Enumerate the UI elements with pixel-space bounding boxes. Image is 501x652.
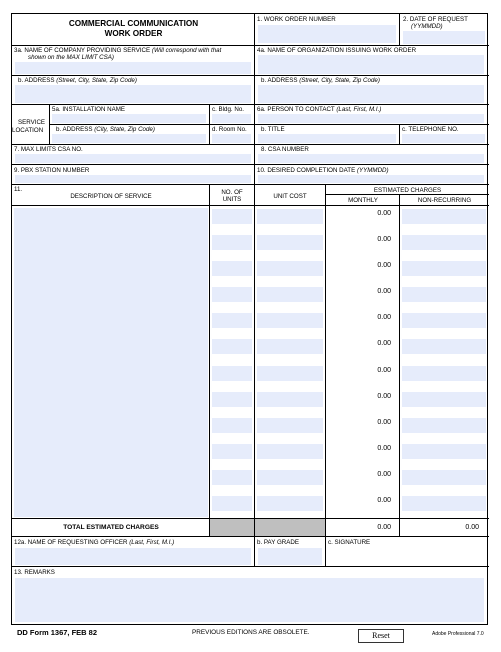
monthly-value[interactable]: 0.00 [377, 314, 391, 322]
bldg-no-cell [210, 105, 255, 125]
date-of-request-format: (YYMMDD) [411, 23, 443, 30]
remarks-label: 13. REMARKS [14, 569, 55, 576]
form-id: DD Form 1367, FEB 82 [17, 628, 98, 637]
completion-date-note: (YYMMDD) [356, 167, 389, 174]
unit-cost-field[interactable] [257, 209, 323, 224]
unit-cost-field[interactable] [257, 392, 323, 407]
monthly-value[interactable]: 0.00 [377, 470, 391, 478]
max-limits-cell [12, 145, 255, 165]
company-name-note: (Will correspond with that [151, 47, 222, 54]
completion-date-label [257, 167, 389, 174]
non-recurring-field[interactable] [402, 496, 486, 511]
col-unit-cost-header [255, 185, 326, 206]
total-monthly-value[interactable]: 0.00 [377, 524, 391, 531]
total-units-cell [210, 519, 255, 537]
company-name-label-text: 3a. NAME OF COMPANY PROVIDING SERVICE [14, 47, 151, 54]
non-recurring-field[interactable] [402, 235, 486, 250]
completion-date-label-text: 10. DESIRED COMPLETION DATE [257, 167, 356, 174]
installation-name-field[interactable] [52, 114, 206, 123]
company-name-field[interactable] [15, 62, 251, 74]
organization-address-cell [255, 76, 489, 105]
unit-cost-field[interactable] [257, 287, 323, 302]
person-to-contact-cell [255, 105, 489, 125]
pay-grade-label: b. PAY GRADE [257, 539, 299, 546]
room-no-field[interactable] [212, 134, 251, 143]
total-unit-cost-cell [255, 519, 326, 537]
unit-cost-field[interactable] [257, 235, 323, 250]
non-recurring-field[interactable] [402, 209, 486, 224]
work-order-number-label: 1. WORK ORDER NUMBER [257, 16, 336, 23]
room-no-cell [210, 125, 255, 145]
installation-name-cell [50, 105, 210, 125]
work-order-form [11, 13, 488, 625]
obsolete-notice: PREVIOUS EDITIONS ARE OBSOLETE. [192, 629, 310, 636]
monthly-value[interactable]: 0.00 [377, 210, 391, 217]
remarks-cell [12, 567, 489, 625]
organization-address-field[interactable] [258, 85, 484, 103]
pbx-cell [12, 165, 255, 185]
date-of-request-field[interactable] [403, 31, 485, 44]
units-field[interactable] [212, 444, 252, 459]
units-field[interactable] [212, 235, 252, 250]
requesting-officer-label [14, 539, 174, 546]
company-name-label [14, 47, 221, 54]
telephone-field[interactable] [402, 134, 485, 143]
unit-cost-field[interactable] [257, 496, 323, 511]
units-field[interactable] [212, 470, 252, 485]
non-recurring-field[interactable] [402, 444, 486, 459]
monthly-value[interactable]: 0.00 [377, 340, 391, 348]
service-label: SERVICE [18, 119, 46, 126]
description-header: DESCRIPTION OF SERVICE [70, 193, 152, 200]
organization-name-label: 4a. NAME OF ORGANIZATION ISSUING WORK ORDER [257, 47, 417, 54]
work-order-number-field[interactable] [258, 25, 396, 43]
person-to-contact-label [257, 106, 381, 113]
units-field[interactable] [212, 392, 252, 407]
signature-cell [326, 537, 489, 567]
installation-address-cell [50, 125, 210, 145]
company-address-label-text: b. ADDRESS [18, 77, 55, 84]
non-recurring-field[interactable] [402, 418, 486, 433]
non-recurring-field[interactable] [402, 261, 486, 276]
units-header-line1: NO. OF [221, 189, 243, 196]
contact-title-field[interactable] [258, 134, 396, 143]
person-to-contact-field[interactable] [258, 114, 484, 123]
pay-grade-cell [255, 537, 326, 567]
installation-address-label-text: b. ADDRESS [56, 126, 93, 133]
monthly-value[interactable]: 0.00 [377, 392, 391, 400]
unit-cost-field[interactable] [257, 418, 323, 433]
company-address-label [18, 77, 137, 84]
person-to-contact-note: (Last, First, M.I.) [336, 106, 382, 113]
total-nonrec-value[interactable]: 0.00 [465, 524, 479, 531]
monthly-value[interactable]: 0.00 [377, 236, 391, 244]
bldg-no-label: c. Bldg. No. [212, 106, 244, 113]
installation-address-label [56, 126, 155, 133]
signature-label: c. SIGNATURE [328, 539, 371, 546]
col-units-header [210, 185, 255, 206]
person-to-contact-label-text: 6a. PERSON TO CONTACT [257, 106, 335, 113]
work-order-number-cell [255, 14, 400, 46]
pay-grade-field[interactable] [258, 548, 322, 565]
requesting-officer-note: (Last, First, M.I.) [129, 539, 175, 546]
max-limits-label: 7. MAX LIMITS CSA NO. [14, 146, 83, 153]
reset-button[interactable]: Reset [358, 629, 404, 643]
units-field[interactable] [212, 496, 252, 511]
total-label-cell [12, 519, 210, 537]
contact-title-cell [255, 125, 400, 145]
non-recurring-field[interactable] [402, 339, 486, 354]
company-address-cell [12, 76, 255, 105]
unit-cost-field[interactable] [257, 313, 323, 328]
requesting-officer-field[interactable] [15, 548, 251, 565]
pbx-field[interactable] [15, 175, 251, 183]
pbx-label: 9. PBX STATION NUMBER [14, 167, 90, 174]
monthly-value[interactable]: 0.00 [377, 496, 391, 504]
company-address-field[interactable] [15, 85, 251, 103]
non-recurring-field[interactable] [402, 313, 486, 328]
unit-cost-field[interactable] [257, 470, 323, 485]
units-header-line2: UNITS [222, 196, 242, 203]
location-label: LOCATION [12, 127, 44, 134]
unit-cost-header: UNIT COST [273, 193, 307, 200]
room-no-label: d. Room No. [212, 126, 247, 133]
col-desc-header [12, 185, 210, 206]
service-location-label-cell [12, 105, 50, 145]
csa-number-field[interactable] [258, 154, 484, 163]
remarks-field[interactable] [15, 578, 484, 622]
company-name-cell [12, 46, 255, 76]
max-limits-field[interactable] [15, 154, 251, 163]
unit-cost-field[interactable] [257, 261, 323, 276]
units-field[interactable] [212, 209, 252, 224]
adobe-note: Adobe Professional 7.0 [432, 631, 484, 637]
units-field[interactable] [212, 313, 252, 328]
csa-number-label: 8. CSA NUMBER [261, 146, 309, 153]
form-title-line2: WORK ORDER [104, 29, 163, 38]
bldg-no-field[interactable] [212, 114, 251, 123]
total-nonrec-cell [400, 519, 489, 537]
title-cell [12, 14, 255, 46]
installation-address-note: (City, State, Zip Code) [94, 126, 155, 133]
nonrec-header-cell [400, 195, 489, 206]
completion-date-cell [255, 165, 489, 185]
date-of-request-label: 2. DATE OF REQUEST [403, 16, 468, 23]
unit-cost-field[interactable] [257, 444, 323, 459]
unit-cost-field[interactable] [257, 366, 323, 381]
telephone-label: c. TELEPHONE NO. [402, 126, 459, 133]
company-address-note: (Street, City, State, Zip Code) [56, 77, 137, 84]
description-column [12, 206, 210, 519]
non-recurring-field[interactable] [402, 366, 486, 381]
contact-title-label: b. TITLE [261, 126, 285, 133]
units-field[interactable] [212, 287, 252, 302]
csa-number-cell [255, 145, 489, 165]
organization-name-field[interactable] [258, 55, 484, 74]
units-field[interactable] [212, 339, 252, 354]
unit-cost-field[interactable] [257, 339, 323, 354]
form-title [12, 19, 255, 39]
total-label: TOTAL ESTIMATED CHARGES [63, 524, 159, 531]
total-monthly-cell [326, 519, 400, 537]
date-of-request-cell [400, 14, 489, 46]
monthly-value[interactable]: 0.00 [377, 418, 391, 426]
monthly-value[interactable]: 0.00 [377, 366, 391, 374]
total-unit-cost-shaded [255, 519, 325, 536]
non-recurring-field[interactable] [402, 392, 486, 407]
telephone-cell [400, 125, 489, 145]
requesting-officer-cell [12, 537, 255, 567]
monthly-value[interactable]: 0.00 [377, 444, 391, 452]
non-recurring-field[interactable] [402, 470, 486, 485]
organization-name-cell [255, 46, 489, 76]
installation-address-field[interactable] [52, 134, 206, 143]
description-field[interactable] [14, 208, 208, 517]
est-charges-header [326, 185, 489, 195]
units-field[interactable] [212, 418, 252, 433]
units-field[interactable] [212, 366, 252, 381]
form-title-line1: COMMERCIAL COMMUNICATION [68, 19, 199, 28]
completion-date-field[interactable] [258, 175, 484, 183]
monthly-value[interactable]: 0.00 [377, 288, 391, 296]
monthly-header-cell [326, 195, 400, 206]
item-11-label: 11. [14, 186, 23, 193]
organization-address-note: (Street, City, State, Zip Code) [299, 77, 380, 84]
estimated-charges-header: ESTIMATED CHARGES [373, 187, 442, 194]
company-name-note2: shown on the MAX LIMIT CSA) [28, 54, 114, 61]
installation-name-label: 5a. INSTALLATION NAME [52, 106, 126, 113]
requesting-officer-label-text: 12a. NAME OF REQUESTING OFFICER [14, 539, 128, 546]
monthly-value[interactable]: 0.00 [377, 262, 391, 270]
non-recurring-header: NON-RECURRING [417, 197, 472, 204]
non-recurring-field[interactable] [402, 287, 486, 302]
units-field[interactable] [212, 261, 252, 276]
organization-address-label [261, 77, 380, 84]
monthly-header: MONTHLY [348, 197, 378, 204]
organization-address-label-text: b. ADDRESS [261, 77, 298, 84]
total-units-shaded [210, 519, 254, 536]
